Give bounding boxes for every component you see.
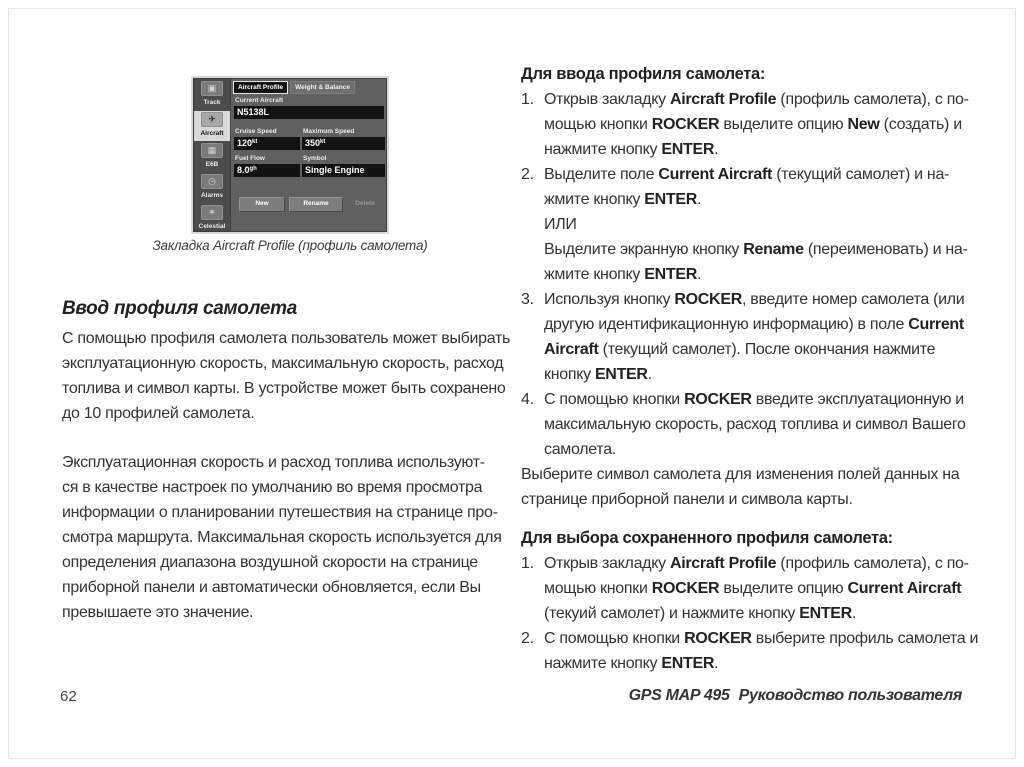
device-tab-bar bbox=[233, 81, 384, 94]
maximum-speed-field: $350^{kt}$ bbox=[302, 137, 385, 150]
list-item bbox=[521, 287, 993, 387]
cruise-speed-label: Cruise Speed bbox=[235, 128, 277, 135]
list-marker: 2. bbox=[521, 166, 534, 183]
device-sidebar-label: E6B bbox=[205, 161, 219, 168]
list-item bbox=[521, 87, 993, 162]
maximum-speed-label: Maximum Speed bbox=[303, 128, 355, 135]
procedure-heading: Для выбора сохраненного профиля самолета: bbox=[521, 529, 893, 547]
cruise-speed-field: $120^{kt}$ bbox=[234, 137, 300, 150]
list-marker: 2. bbox=[521, 630, 534, 647]
aircraft-icon: ✈ bbox=[201, 112, 223, 127]
celestial-icon: ✶ bbox=[201, 205, 223, 220]
new-button: New bbox=[239, 197, 285, 212]
page-number: 62 bbox=[60, 688, 77, 705]
paragraph: Эксплуатационная скорость и расход топлива используют- ся в качестве настроек по умолчанию во время просмотра информации о планировании путешествия на странице про- смотра маршрута. Максимальная скорость используется для определения диапазона воздушной скорости на странице приборной панели и автоматически обновляется, если Вы превышаете это значение. bbox=[62, 454, 502, 621]
list-item bbox=[521, 551, 993, 626]
tab-aircraft-profile: Aircraft Profile bbox=[233, 81, 288, 94]
device-main bbox=[231, 79, 386, 231]
procedure-enter-profile bbox=[521, 62, 993, 512]
list-item bbox=[521, 387, 993, 462]
list-text: Используя кнопку ROCKER, введите номер самолета (или другую идентификационную информацию) в поле Current Aircraft (текущий самолет). После окончания нажмите кнопку ENTER. bbox=[544, 291, 965, 383]
right-column bbox=[521, 62, 993, 690]
rename-button: Rename bbox=[289, 197, 343, 212]
list-text: Открыв закладку Aircraft Profile (профиль самолета), с по- мощью кнопки ROCKER выделите опцию New (создать) и нажмите кнопку ENTER. bbox=[544, 91, 969, 158]
paragraph: С помощью профиля самолета пользователь может выбирать эксплуатационную скорость, максимальную скорость, расход топлива и символ карты. В устройстве может быть сохранено до 10 профилей самолета. bbox=[62, 330, 511, 422]
device-sidebar-item-celestial bbox=[194, 204, 230, 234]
footer-model: GPS MAP 495 bbox=[628, 687, 730, 704]
alarms-icon: ◷ bbox=[201, 174, 223, 189]
footer-title bbox=[629, 687, 962, 705]
device-sidebar-item-e6b bbox=[194, 142, 230, 172]
device-sidebar-item-alarms bbox=[194, 173, 230, 203]
section-heading-profile-entry: Ввод профиля самолета bbox=[62, 298, 297, 319]
list-text: С помощью кнопки ROCKER выберите профиль самолета и нажмите кнопку ENTER. bbox=[544, 630, 979, 672]
device-sidebar-item-track bbox=[194, 80, 230, 110]
list-item bbox=[521, 626, 993, 676]
list-text: Открыв закладку Aircraft Profile (профиль самолета), с по- мощью кнопки ROCKER выделите опцию Current Aircraft (текуий самолет) и нажмите кнопку ENTER. bbox=[544, 555, 969, 622]
e6b-icon: ▦ bbox=[201, 143, 223, 158]
list-marker: 1. bbox=[521, 91, 534, 108]
fuel-flow-field: 8.0$^{gh}$ bbox=[234, 164, 300, 177]
tab-weight-balance: Weight & Balance bbox=[290, 81, 355, 94]
procedure-select-profile bbox=[521, 526, 993, 676]
delete-button: Delete bbox=[355, 200, 375, 207]
fuel-flow-label: Fuel Flow bbox=[235, 155, 265, 162]
maximum-speed-unit: kt bbox=[320, 139, 326, 145]
device-sidebar-label: Alarms bbox=[200, 192, 224, 199]
list-marker: 1. bbox=[521, 555, 534, 572]
symbol-field: Single Engine bbox=[302, 164, 385, 177]
device-sidebar bbox=[194, 79, 231, 231]
list-text: Выделите поле Current Aircraft (текущий самолет) и на- жмите кнопку ENTER. ИЛИ Выделите экранную кнопку Rename (переименовать) и на- жмите кнопку ENTER. bbox=[544, 166, 968, 283]
symbol-label: Symbol bbox=[303, 155, 327, 162]
device-sidebar-label: Track bbox=[203, 99, 221, 106]
list-marker: 3. bbox=[521, 291, 534, 308]
procedure-heading: Для ввода профиля самолета: bbox=[521, 65, 766, 83]
device-sidebar-item-aircraft bbox=[194, 111, 230, 141]
current-aircraft-field: N5138L bbox=[234, 106, 384, 119]
device-sidebar-label: Aircraft bbox=[200, 130, 224, 137]
track-icon: ▣ bbox=[201, 81, 223, 96]
device-sidebar-label: Celestial bbox=[198, 223, 226, 230]
list-item bbox=[521, 162, 993, 287]
paragraph: Выберите символ самолета для изменения полей данных на странице приборной панели и символа карты. bbox=[521, 466, 960, 508]
gps-screenshot bbox=[193, 78, 387, 232]
left-column bbox=[62, 298, 514, 649]
footer-doc-title: Руководство пользователя bbox=[738, 687, 962, 704]
fuel-flow-unit: gh bbox=[249, 166, 257, 172]
list-marker: 4. bbox=[521, 391, 534, 408]
list-text: С помощью кнопки ROCKER введите эксплуатационную и максимальную скорость, расход топлива и символ Вашего самолета. bbox=[544, 391, 966, 458]
current-aircraft-label: Current Aircraft bbox=[235, 97, 284, 104]
cruise-speed-unit: kt bbox=[252, 139, 258, 145]
figure-caption: Закладка Aircraft Profile (профиль самолета) bbox=[152, 238, 428, 253]
